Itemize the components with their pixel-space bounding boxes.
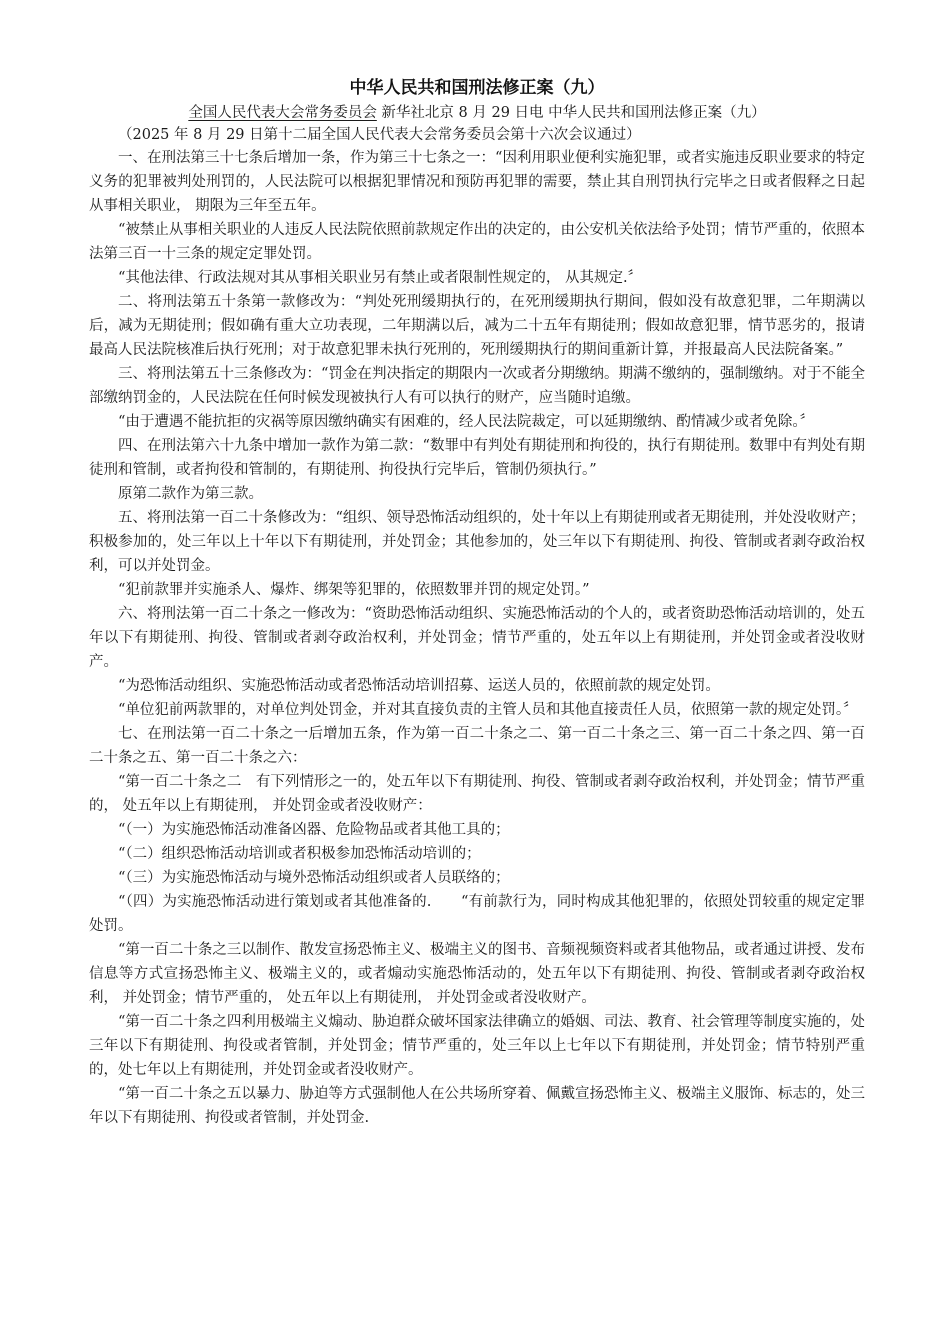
paragraph: “（三）为实施恐怖活动与境外恐怖活动组织或者人员联络的； xyxy=(118,870,510,886)
paragraph: 五、将刑法第一百二十条修改为：“组织、领导恐怖活动组织的，处十年以上有期徒刑或者无期徒刑，并处没收财产；积极参加的，处三年以上十年以下有期徒刑，并处罚金；其他参加的，处三年以下有期徒刑、拘役、管制或者剥夺政治权利，可以并处罚金。 xyxy=(89,510,865,574)
paragraph: “（二）组织恐怖活动培训或者积极参加恐怖活动培训的； xyxy=(118,846,481,862)
byline-text: 新华社北京 8 月 29 日电 中华人民共和国刑法修正案（九） xyxy=(376,105,766,121)
paragraph: “被禁止从事相关职业的人违反人民法院依照前款规定作出的决定的，由公安机关依法给予处罚；情节严重的，依照本法第三百一十三条的规定定罪处罚。 xyxy=(89,222,865,262)
paragraph: “单位犯前两款罪的，对单位判处罚金，并对其直接负责的主管人员和其他直接责任人员，依照第一款的规定处罚。〞 xyxy=(118,702,858,718)
document-page xyxy=(89,76,865,1130)
paragraph: 四、在刑法第六十九条中增加一款作为第二款：“数罪中有判处有期徒刑和拘役的，执行有期徒刑。数罪中有判处有期徒刑和管制，或者拘役和管制的，有期徒刑、拘役执行完毕后，管制仍须执行。” xyxy=(89,438,865,478)
paragraph: “为恐怖活动组织、实施恐怖活动或者恐怖活动培训招募、运送人员的，依照前款的规定处罚。 xyxy=(118,678,720,694)
paragraph: “第一百二十条之二 有下列情形之一的，处五年以下有期徒刑、拘役、管制或者剥夺政治权利，并处罚金；情节严重的， 处五年以上有期徒刑， 并处罚金或者没收财产： xyxy=(89,774,865,814)
byline xyxy=(89,102,865,124)
document-title: 中华人民共和国刑法修正案（九） xyxy=(349,78,605,98)
paragraph: 三、将刑法第五十三条修改为：“罚金在判决指定的期限内一次或者分期缴纳。期满不缴纳的，强制缴纳。对于不能全部缴纳罚金的，人民法院在任何时候发现被执行人有可以执行的财产，应当随时追缴。 xyxy=(89,366,865,406)
paragraph: 六、将刑法第一百二十条之一修改为：“资助恐怖活动组织、实施恐怖活动的个人的，或者资助恐怖活动培训的，处五年以下有期徒刑、拘役、管制或者剥夺政治权利，并处罚金；情节严重的，处五年以上有期徒刑，并处罚金或者没收财产。 xyxy=(89,606,865,670)
paragraph: “（一）为实施恐怖活动准备凶器、危险物品或者其他工具的； xyxy=(118,822,510,838)
paragraph: “（四）为实施恐怖活动进行策划或者其他准备的. “有前款行为，同时构成其他犯罪的，依照处罚较重的规定定罪处罚。 xyxy=(89,894,865,934)
paragraph: 七、在刑法第一百二十条之一后增加五条，作为第一百二十条之二、第一百二十条之三、第一百二十条之四、第一百二十条之五、第一百二十条之六： xyxy=(89,726,865,766)
paragraph: “第一百二十条之五以暴力、胁迫等方式强制他人在公共场所穿着、佩戴宣扬恐怖主义、极端主义服饰、标志的，处三年以下有期徒刑、拘役或者管制，并处罚金. xyxy=(89,1086,865,1126)
paragraph: “其他法律、行政法规对其从事相关职业另有禁止或者限制性规定的， 从其规定.〞 xyxy=(118,270,643,286)
paragraph: “犯前款罪并实施杀人、爆炸、绑架等犯罪的，依照数罪并罚的规定处罚。” xyxy=(118,582,590,598)
paragraph: 原第二款作为第三款。 xyxy=(118,486,263,502)
paragraph: 一、在刑法第三十七条后增加一条，作为第三十七条之一：“因利用职业便利实施犯罪，或者实施违反职业要求的特定义务的犯罪被判处刑罚的，人民法院可以根据犯罪情况和预防再犯罪的需要，禁止其自刑罚执行完毕之日或者假释之日起从事相关职业， 期限为三年至五年。 xyxy=(89,150,865,214)
paragraph: “第一百二十条之四利用极端主义煽动、胁迫群众破坏国家法律确立的婚姻、司法、教育、社会管理等制度实施的，处三年以下有期徒刑、拘役或者管制，并处罚金；情节严重的，处三年以上七年以下有期徒刑，并处罚金；情节特别严重的，处七年以上有期徒刑，并处罚金或者没收财产。 xyxy=(89,1014,865,1078)
paragraph: “由于遭遇不能抗拒的灾祸等原因缴纳确实有困难的，经人民法院裁定，可以延期缴纳、酌情减少或者免除。〞 xyxy=(118,414,815,430)
adoption-note: （2025 年 8 月 29 日第十二届全国人民代表大会常务委员会第十六次会议通过） xyxy=(118,127,641,143)
issuing-organization-link[interactable]: 全国人民代表大会常务委员会 xyxy=(188,105,377,121)
paragraph: “第一百二十条之三以制作、散发宣扬恐怖主义、极端主义的图书、音频视频资料或者其他物品，或者通过讲授、发布信息等方式宣扬恐怖主义、极端主义的，或者煽动实施恐怖活动的，处五年以下有期徒刑、拘役、管制或者剥夺政治权利， 并处罚金；情节严重的， 处五年以上有期徒刑， 并处罚金或者没收财产。 xyxy=(89,942,865,1006)
paragraph: 二、将刑法第五十条第一款修改为：“判处死刑缓期执行的，在死刑缓期执行期间，假如没有故意犯罪，二年期满以后，减为无期徒刑；假如确有重大立功表现，二年期满以后，减为二十五年有期徒刑；假如故意犯罪，情节恶劣的，报请最高人民法院核准后执行死刑；对于故意犯罪未执行死刑的，死刑缓期执行的期间重新计算，并报最高人民法院备案。” xyxy=(89,294,865,358)
